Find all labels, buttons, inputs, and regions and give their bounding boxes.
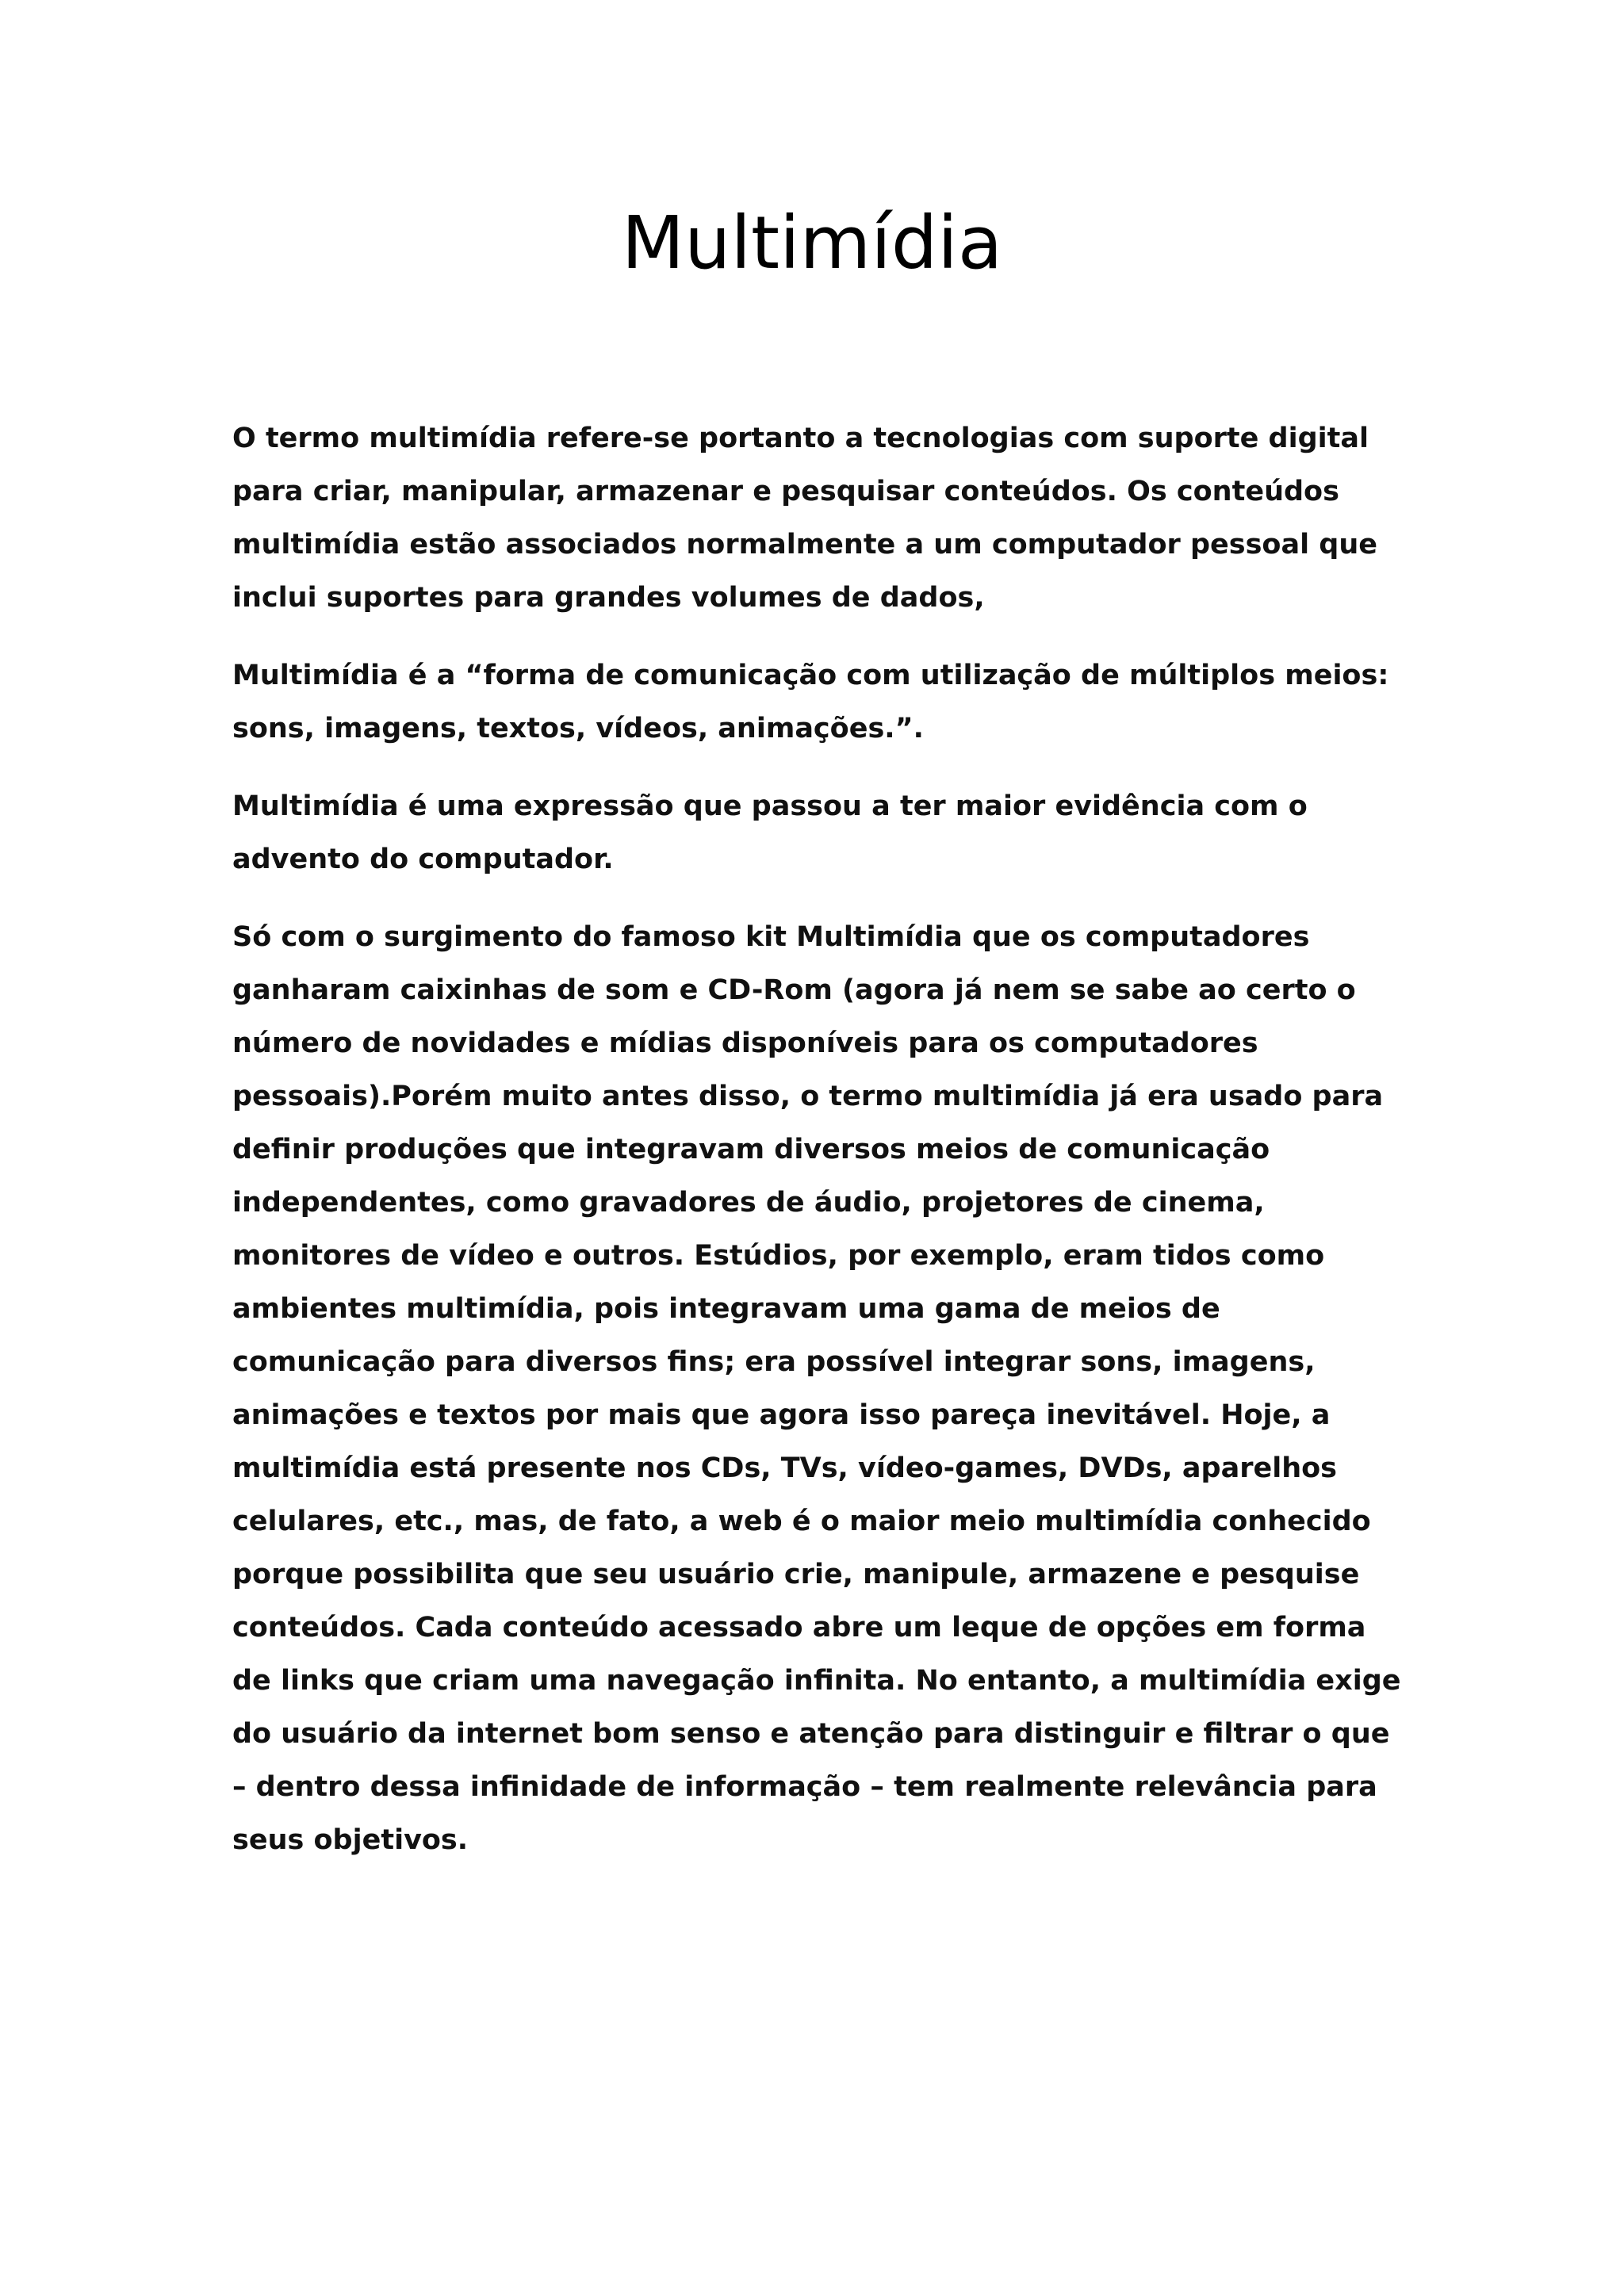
paragraph-definition: O termo multimídia refere-se portanto a tecnologias com suporte digital para criar, manipular, armazenar e pesquisar conteúdos. Os conteúdos multimídia estão associados normalmente a um computador pessoal que inclui suportes para grandes volumes de dados, (232, 423, 1377, 614)
page-title: Multimídia (621, 201, 1003, 285)
document-body (232, 412, 1406, 1892)
paragraph-communication-form: Multimídia é a “forma de comunicação com utilização de múltiplos meios: sons, imagens, textos, vídeos, animações.”. (232, 660, 1389, 744)
paragraph-computer-advent: Multimídia é uma expressão que passou a ter maior evidência com o advento do computador. (232, 790, 1308, 875)
paragraph-history: Só com o surgimento do famoso kit Multimídia que os computadores ganharam caixinhas de som e CD-Rom (agora já nem se sabe ao certo o número de novidades e mídias disponíveis para os computadores pessoais).Porém muito antes disso, o termo multimídia já era usado para definir produções que integravam diversos meios de comunicação independentes, como gravadores de áudio, projetores de cinema, monitores de vídeo e outros. Estúdios, por exemplo, eram tidos como ambientes multimídia, pois integravam uma gama de meios de comunicação para diversos fins; era possível integrar sons, imagens, animações e textos por mais que agora isso pareça inevitável. Hoje, a multimídia está presente nos CDs, TVs, vídeo-games, DVDs, aparelhos celulares, etc., mas, de fato, a web é o maior meio multimídia conhecido porque possibilita que seu usuário crie, manipule, armazene e pesquise conteúdos. Cada conteúdo acessado abre um leque de opções em forma de links que criam uma navegação infinita. No entanto, a multimídia exige do usuário da internet bom senso e atenção para distinguir e filtrar o que – dentro dessa infinidade de informação – tem realmente relevância para seus objetivos. (232, 921, 1401, 1856)
